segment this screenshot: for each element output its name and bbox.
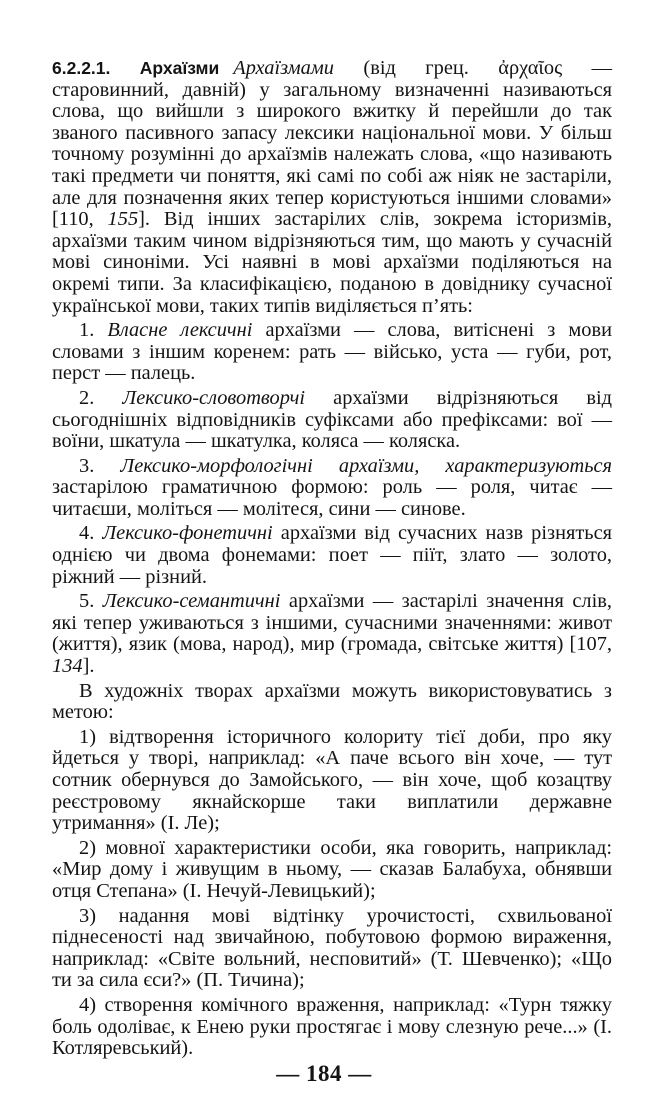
type-3-number: 3. xyxy=(79,454,121,477)
type-5-term: Лексико-семантичні xyxy=(102,590,281,613)
intro-text-part2: ]. Від інших застарілих слів, зокрема історизмів, архаїзми таким чином відрізняються тим, що мають у сучасній мові синоніми. Усі наявні в мові архаїзми поділяються на окремі типи. За класифікацією, поданою в довіднику сучасної української мови, таких типів виділяється п’ять: xyxy=(52,208,612,317)
type-4-number: 4. xyxy=(79,522,103,545)
page-body xyxy=(52,58,612,1060)
type-5-ref-page: 134 xyxy=(52,655,83,678)
type-5-text-part1: архаїзми — застарілі значення слів, які тепер уживаються з іншими, сучасними значеннями: живот (життя), язик (мова, народ), мир (громада, світське життя) [107, xyxy=(52,590,612,656)
section-title: Архаїзми xyxy=(139,58,220,78)
type-5-number: 5. xyxy=(79,590,103,613)
intro-text-part1: (від грец. ἀρχαῖος — старовинний, давній) у загальному визначенні називаються слова, що вийшли з широкого вжитку й перейшли до так званого пасивного запасу лексики національної мови. У більш точному розумінні до архаїзмів належать слова, «що називають такі предмети чи поняття, які самі по собі аж ніяк не застаріли, але для позначення яких тепер користуються іншими словами» [110, xyxy=(52,57,612,231)
type-4-term: Лексико-фонетичні xyxy=(102,522,273,545)
type-2-text: архаїзми відрізняються від сьогоднішніх відповідників суфіксами або префіксами: вої — воїни, шкатула — шкатулка, коляса — коляска. xyxy=(52,386,612,453)
type-1-term: Власне лексичні xyxy=(107,319,253,342)
type-3-term: Лексико-морфологічні архаїзми, характеризуються xyxy=(120,454,613,477)
type-2-number: 2. xyxy=(79,386,123,409)
section-number: 6.2.2.1. xyxy=(52,58,111,78)
usage-3-paragraph: 3) надання мові відтінку урочистості, схвильованої піднесеності над звичайною, побутовою формою вираження, наприклад: «Світе вольний, несповитий» (Т. Шевченко); «Що ти за сила єси?» (П. Тичина); xyxy=(52,904,612,992)
type-5-text-part2: ]. xyxy=(82,655,95,678)
type-1-text: архаїзми — слова, витіснені з мови словами з іншим коренем: рать — військо, уста — губи, рот, перст — палець. xyxy=(52,319,612,385)
type-3-paragraph xyxy=(52,456,612,521)
intro-paragraph xyxy=(52,58,612,317)
intro-ref-page: 155 xyxy=(107,208,139,231)
type-1-paragraph xyxy=(52,320,612,385)
usage-4-paragraph: 4) створення комічного враження, наприклад: «Турн тяжку боль одоліває, к Енею руки простягає і мову слезную рече...» (І. Котляревський). xyxy=(52,993,612,1060)
page-number: — 184 — xyxy=(276,1061,372,1086)
usage-2-paragraph: 2) мовної характеристики особи, яка говорить, наприклад: «Мир дому і живущим в ньому, — сказав Балабуха, обнявши отця Степана» (І. Нечуй-Левицький); xyxy=(52,836,612,902)
type-4-text: архаїзми від сучасних назв різняться однією чи двома фонемами: поет — піїт, злато — золото, ріжний — різний. xyxy=(52,522,613,588)
usage-intro-paragraph: В художніх творах архаїзми можуть використовуватись з метою: xyxy=(52,679,612,724)
type-3-text: застарілою граматичною формою: роль — роля, читає — читаєши, моліться — молітеся, сини — синове. xyxy=(52,476,612,520)
type-5-paragraph xyxy=(52,591,612,677)
type-1-number: 1. xyxy=(79,319,108,342)
usage-1-paragraph: 1) відтворення історичного колориту тієї доби, про яку йдеться у творі, наприклад: «А паче всього він хоче, — тут сотник обернувся до Замойського, — він хоче, щоб козацтву реєстровому якнайскорше таки виплатили державне утримання» (І. Ле); xyxy=(52,725,612,835)
intro-term: Архаїзмами xyxy=(233,57,334,79)
type-2-term: Лексико-словотворчі xyxy=(122,386,306,409)
type-2-paragraph xyxy=(52,388,612,453)
type-4-paragraph xyxy=(52,523,612,588)
